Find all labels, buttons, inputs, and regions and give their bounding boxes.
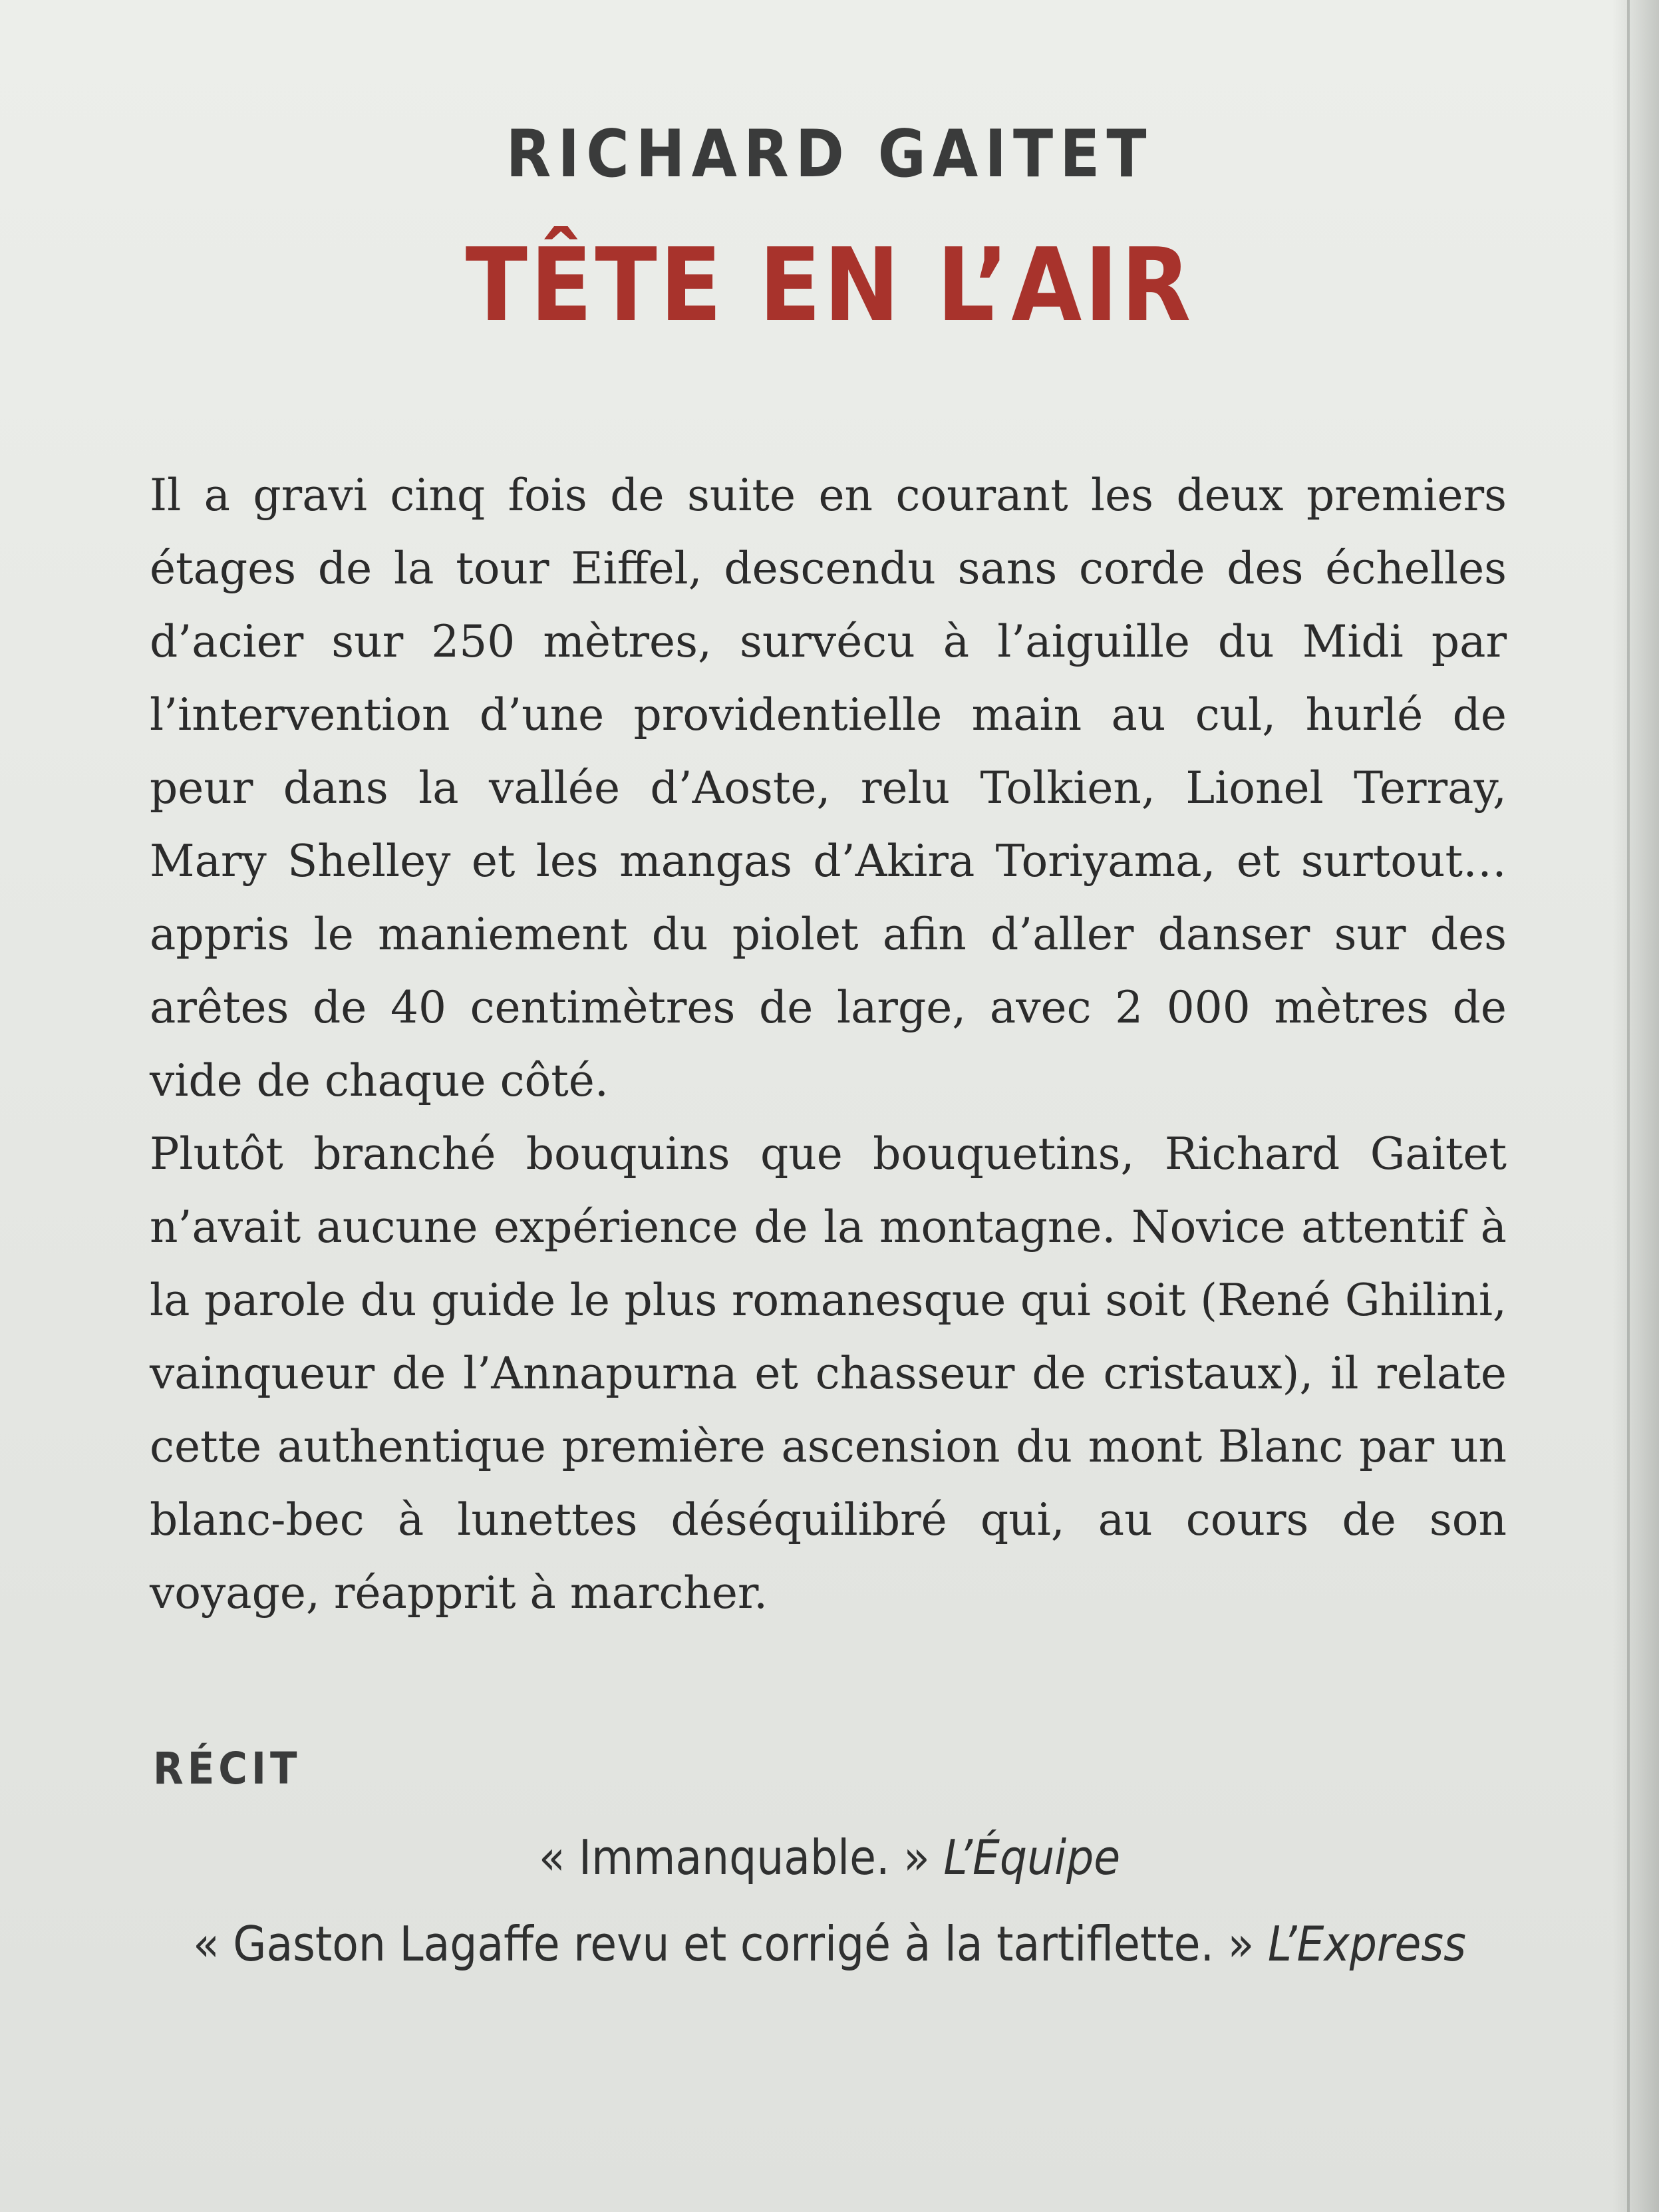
blurb-paragraph-1: Il a gravi cinq fois de suite en courant les deux premiers étages de la tour Eiffel, descendu sans corde des échelles d’acier sur 250 mètres, survécu à l’aiguille du Midi par l’intervention d’une providentielle main au cul, hurlé de peur dans la vallée d’Aoste, relu Tolkien, Lionel Terray, Mary Shelley et les mangas d’Akira Toriyama, et surtout… appris le maniement du piolet afin d’aller danser sur des arêtes de 40 centimètres de large, avec 2 000 mètres de vide de chaque côté. bbox=[150, 470, 1507, 1106]
genre-label: RÉCIT bbox=[153, 1743, 301, 1794]
author-name: RICHARD GAITET bbox=[506, 116, 1153, 192]
press-quote-2-source: L’Express bbox=[1267, 1916, 1466, 1972]
blurb-paragraph-2: Plutôt branché bouquins que bouquetins, Richard Gaitet n’avait aucune expérience de la montagne. Novice attentif à la parole du guide le plus romanesque qui soit (René Ghilini, vainqueur de l’Annapurna et chasseur de cristaux), il relate cette authentique première ascension du mont Blanc par un blanc-bec à lunettes déséquilibré qui, au cours de son voyage, réapprit à marcher. bbox=[150, 1128, 1507, 1619]
press-quote-1-source: L’Équipe bbox=[943, 1829, 1121, 1885]
back-cover-blurb bbox=[150, 459, 1507, 1630]
press-quote-2-text: « Gaston Lagaffe revu et corrigé à la tartiflette. » bbox=[193, 1916, 1255, 1972]
press-quote-1-text: « Immanquable. » bbox=[538, 1829, 930, 1885]
press-quote-1 bbox=[0, 1829, 1659, 1885]
press-quote-2 bbox=[0, 1916, 1659, 1972]
book-title: TÊTE EN L’AIR bbox=[465, 226, 1194, 344]
